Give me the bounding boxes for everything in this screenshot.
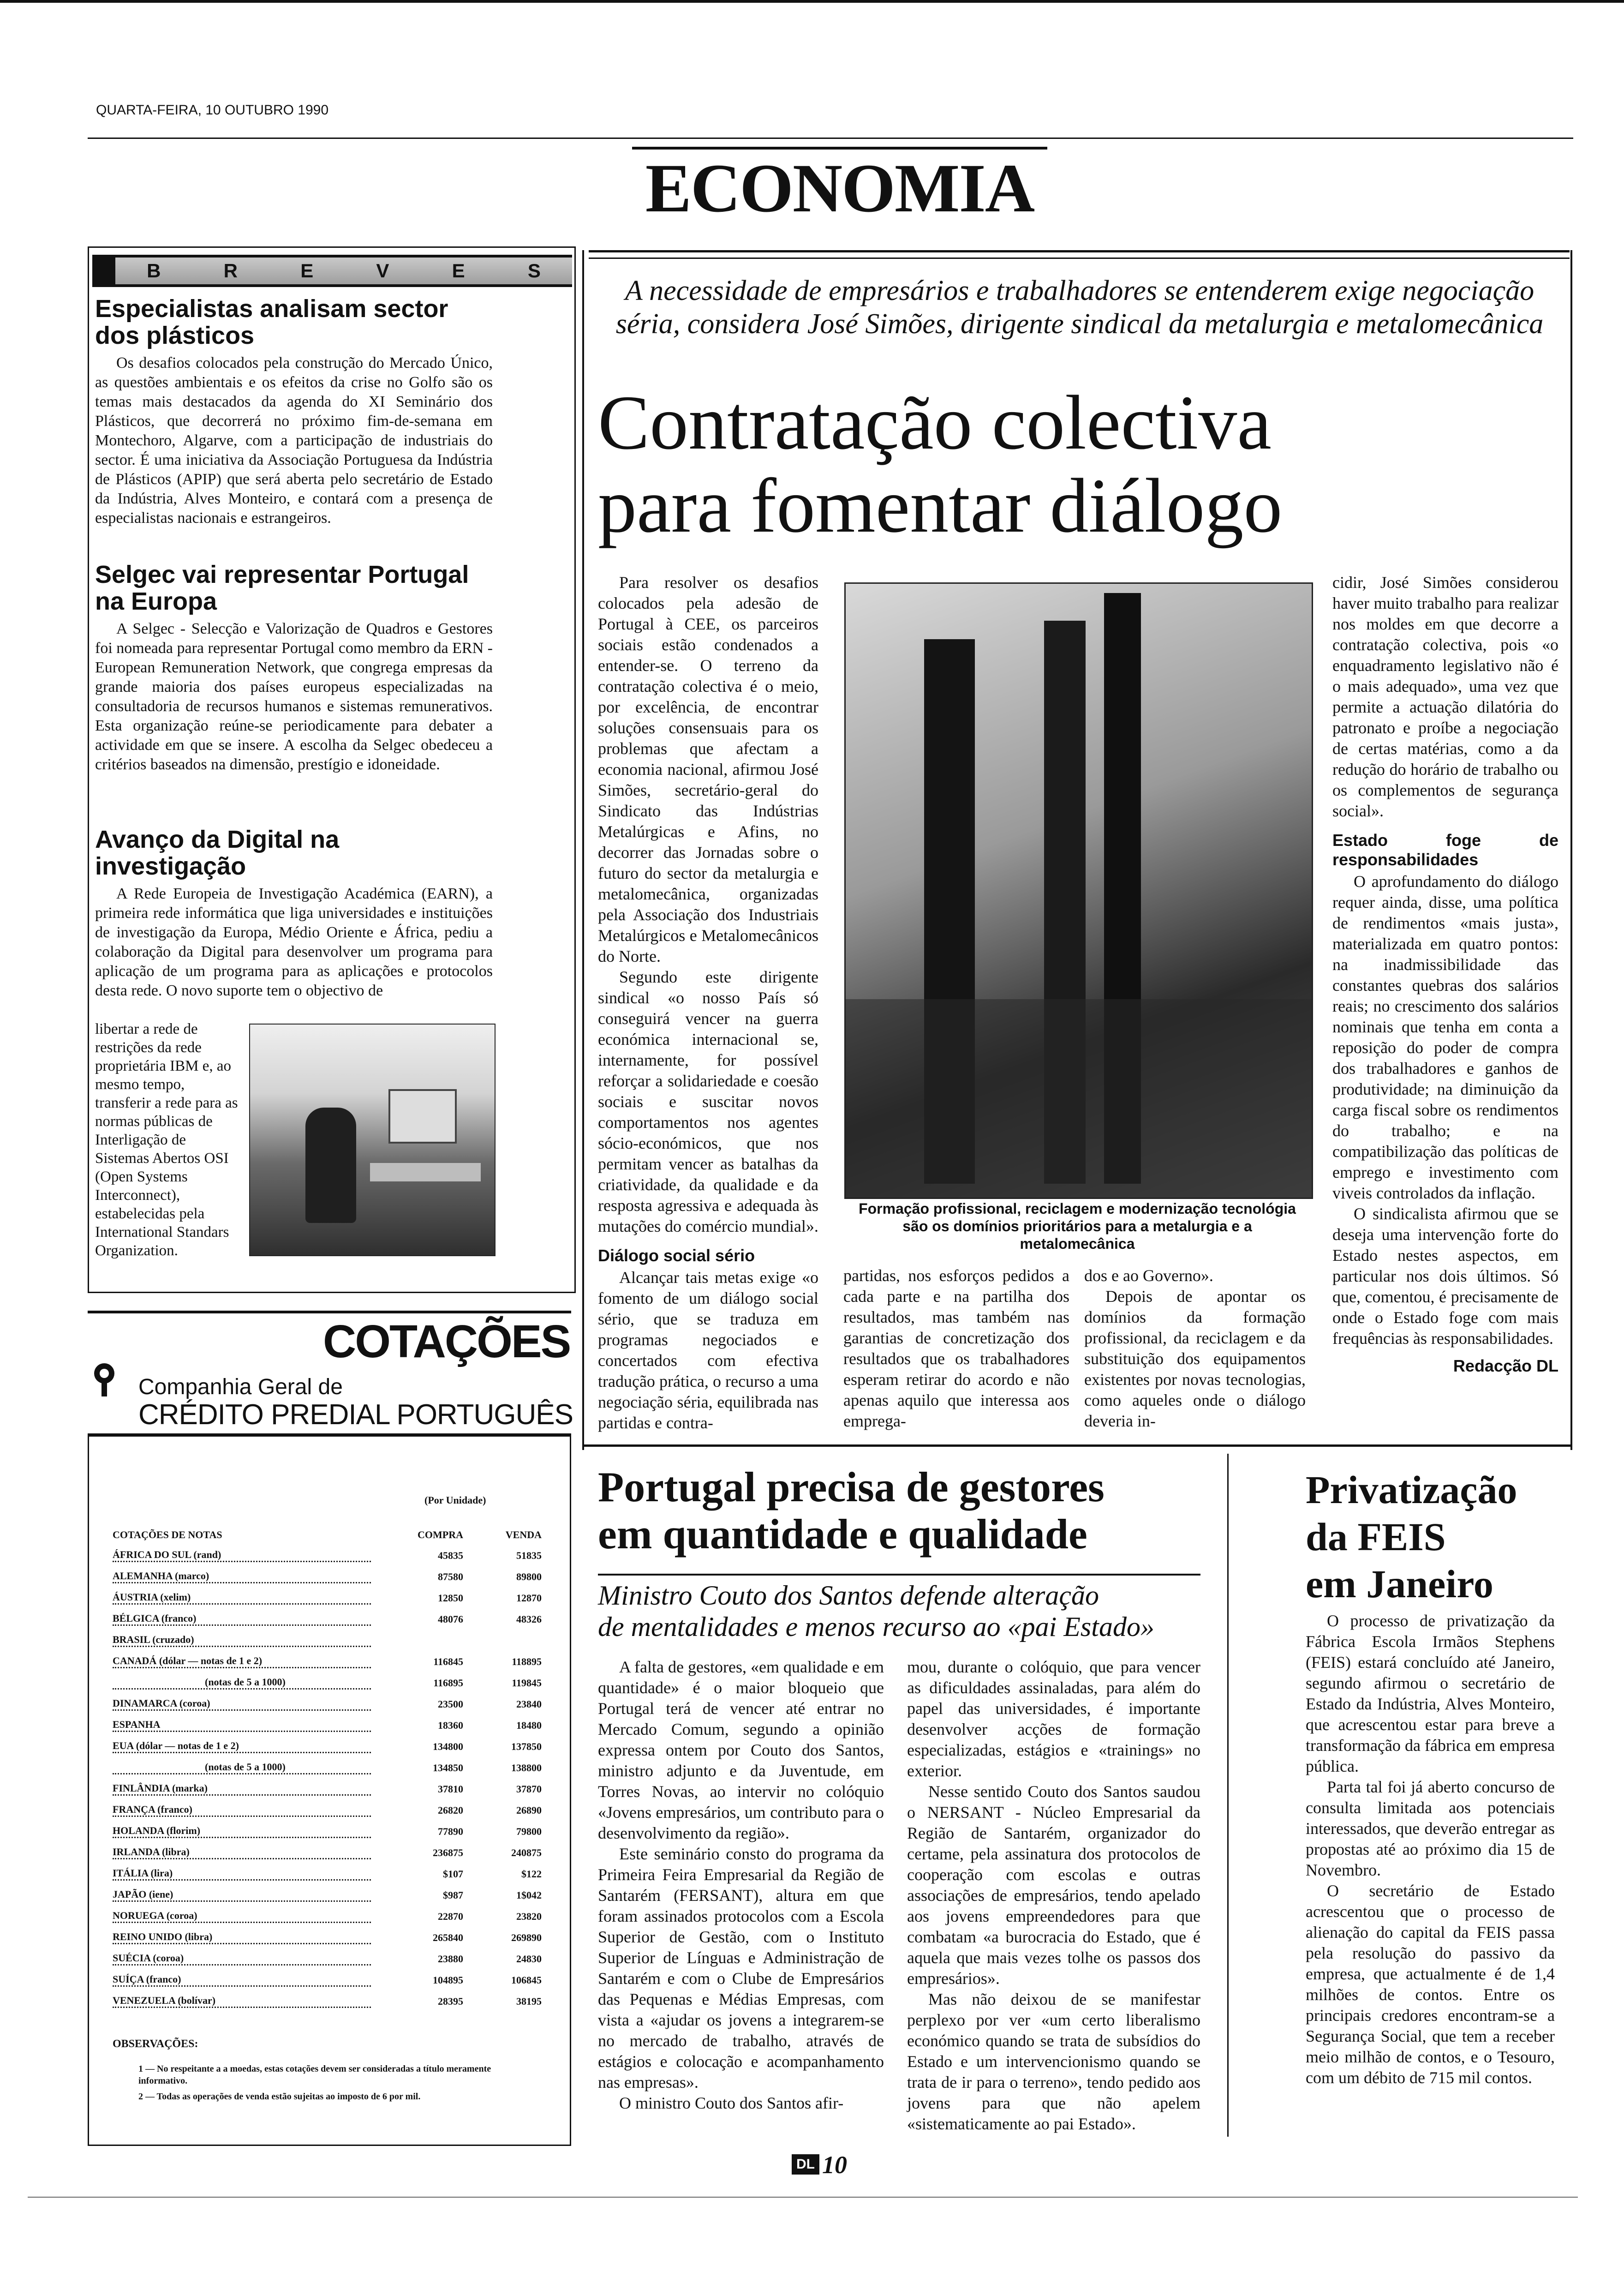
venda-value: 48326: [516, 1613, 542, 1625]
table-row: [113, 1668, 542, 1689]
breves-banner: [92, 255, 572, 287]
currency-name: HOLANDA (florim): [113, 1825, 201, 1836]
table-row: [113, 1901, 542, 1923]
main-col1-p1: Para resolver os desafios colocados pela adesão de Portugal à CEE, os parceiros sociais estão condenados a entender-se. O terreno da contratação colectiva é o meio, por excelência, de encontrar soluções consensuais para os problemas que afectam a economia nacional, afirmou José Simões, secretário-geral do Sindicato das Indústrias Metalúrgicas e Afins, no decorrer das Jornadas sobre o futuro do sector da metalurgia e metalomecânica, organizadas pela Associação dos Industriais Metalúrgicos e Metalomecânicos do Norte.: [598, 573, 818, 965]
cotacoes-table: [113, 1521, 542, 2008]
compra-value: 23880: [438, 1953, 463, 1965]
table-row: [113, 1583, 542, 1604]
feis-headline-2: da FEIS: [1306, 1515, 1446, 1559]
currency-name: SUÍÇA (franco): [113, 1973, 181, 1985]
gestores-col2-p2: Nesse sentido Couto dos Santos saudou o NERSANT - Núcleo Empresarial da Região de Santarém, organizador do certame, pela assinatura dos protocolos de cooperação com escolas e outras associações de empresários, tendo apelado aos jovens empreendedores para que combatam «a burocracia do Estado, que é aquela que mais vezes tolhe os passos dos empresários».: [907, 1782, 1200, 1988]
cotacoes-obs-1: 1 — No respeitante a a moedas, estas cotações devem ser consideradas a título meramente informativo.: [138, 2064, 491, 2086]
venda-value: 269890: [511, 1931, 542, 1943]
compra-value: 134800: [433, 1740, 463, 1752]
section-title: ECONOMIA: [645, 150, 1034, 227]
compra-value: 236875: [433, 1846, 463, 1858]
venda-value: $122: [521, 1868, 542, 1880]
currency-name: ITÁLIA (lira): [113, 1867, 173, 1879]
currency-name: FRANÇA (franco): [113, 1804, 192, 1815]
breve-3-text-top: A Rede Europeia de Investigação Académica (EARN), a primeira rede informática que liga universidades e instituições de investigação da Europa, Médio Oriente e África, pediu a colaboração da Digital para desenvolver um programa para aplicação de um programa para as aplicações e protocolos desta rede. O novo suporte tem o objectivo de: [95, 885, 493, 999]
breve-3: [95, 826, 493, 1001]
venda-value: 79800: [516, 1825, 542, 1837]
feis-p3: O secretário de Estado acrescentou que o processo de alienação do capital da FEIS passa pela resolução do passivo da empresa, que actualmente é de 1,4 milhões de contos. Entre os principais credores encontram-se a Segurança Social, que tem a receber meio milhão de contos, e o Tesouro, com um débito de 715 mil contos.: [1306, 1882, 1555, 2087]
breves-letter: B: [147, 260, 161, 282]
currency-name: DINAMARCA (coroa): [113, 1697, 210, 1709]
table-row: [113, 1753, 542, 1774]
venda-value: 51835: [516, 1549, 542, 1561]
venda-value: 26890: [516, 1804, 542, 1816]
table-row: [113, 1838, 542, 1859]
main-article-col-4: [1332, 572, 1558, 1376]
venda-value: 89800: [516, 1570, 542, 1582]
computer-operator-photo: [249, 1024, 496, 1256]
currency-name: ÁUSTRIA (xelim): [113, 1591, 191, 1603]
main-col3-p1: dos e ao Governo».: [1084, 1266, 1213, 1285]
venda-value: [482, 1625, 542, 1647]
cotacoes-unit-note: (Por Unidade): [424, 1494, 486, 1506]
col-header-venda: VENDA: [505, 1529, 542, 1540]
venda-value: 119845: [512, 1677, 542, 1689]
table-row: [113, 1880, 542, 1901]
compra-value: 77890: [438, 1825, 463, 1837]
compra-value: 265840: [433, 1931, 463, 1943]
currency-name: ESPANHA: [113, 1719, 161, 1730]
table-row: [113, 1816, 542, 1838]
main-col1-p3: Alcançar tais metas exige «o fomento de um diálogo social sério, que se traduza em programas negociados e concertados com efectiva tradução prática, o recurso a uma negociação séria, equilibrada nas partidas e contra-: [598, 1268, 818, 1432]
bottom-rule: [28, 2197, 1578, 2198]
gestores-col2-p1: mou, durante o colóquio, que para vencer as dificuldades assinaladas, para além do papel das universidades, é importante desenvolver acções de formação especializadas, estágios e «trainings» no exterior.: [907, 1658, 1200, 1780]
currency-name: ALEMANHA (marco): [113, 1570, 209, 1582]
currency-name: IRLANDA (libra): [113, 1846, 190, 1858]
main-col3-p2: Depois de apontar os domínios da formação profissional, da reciclagem e da substituição dos equipamentos existentes por novas tecnologias, como aqueles onde o diálogo deveria in-: [1084, 1287, 1306, 1430]
dl-logo: DL: [792, 2154, 819, 2175]
cotacoes-obs-2: 2 — Todas as operações de venda estão sujeitas ao imposto de 6 por mil.: [138, 2091, 421, 2102]
currency-name: (notas de 5 a 1000): [205, 1676, 286, 1688]
currency-name: FINLÂNDIA (marka): [113, 1782, 208, 1794]
breve-1-text: Os desafios colocados pela construção do Mercado Único, as questões ambientais e os efeitos da crise no Golfo são os temas mais destacados da agenda do XI Seminário dos Plásticos, que decorrerá no próximo fim-de-semana em Montechoro, Algarve, com a participação de industriais do sector. É uma iniciativa da Associação Portuguesa da Indústria de Plásticos (APIP) que será aberta pelo secretário de Estado da Indústria, Alves Monteiro, e contará com a presença de especialistas nacionais e estrangeiros.: [95, 354, 493, 527]
feis-headline-3: em Janeiro: [1306, 1562, 1493, 1606]
breve-2: [95, 561, 493, 774]
breve-1: [95, 295, 493, 528]
page-number: 10: [822, 2151, 847, 2179]
main-article-col-1: [598, 572, 818, 1433]
venda-value: 12870: [516, 1592, 542, 1604]
table-row: [113, 1604, 542, 1625]
desk-shape: [370, 1163, 481, 1181]
breves-letter: S: [527, 260, 541, 282]
table-row: [113, 1710, 542, 1732]
venda-value: 240875: [511, 1846, 542, 1858]
breves-letter: E: [452, 260, 465, 282]
compra-value: 116845: [433, 1655, 463, 1667]
compra-value: $107: [443, 1868, 463, 1880]
main-article-headline-2: para fomentar diálogo: [598, 463, 1283, 549]
main-col4-p1: cidir, José Simões considerou haver muito trabalho para realizar nos moldes em que decorre a contratação colectiva, pois «o enquadramento legislativo não é o mais adequado», uma vez que permite a actuação dilatória do patronato e proíbe a negociação de certas matérias, como a da redução do horário de trabalho ou os complementos de segurança social».: [1332, 573, 1558, 820]
table-row: [113, 1923, 542, 1944]
page-date: QUARTA-FEIRA, 10 OUTUBRO 1990: [96, 102, 329, 118]
feis-left-rule: [1227, 1454, 1229, 2137]
table-row: [113, 1774, 542, 1795]
currency-name: REINO UNIDO (libra): [113, 1931, 213, 1942]
breves-letter: E: [300, 260, 314, 282]
top-border-rule: [0, 0, 1624, 3]
cotacoes-obs-title: OBSERVAÇÕES:: [113, 2038, 198, 2050]
venda-value: 23820: [516, 1910, 542, 1922]
gestores-kicker-1: Ministro Couto dos Santos defende alteração: [598, 1580, 1099, 1611]
gestores-rule: [598, 1574, 1200, 1576]
breves-letter: V: [376, 260, 389, 282]
main-article-headline-1: Contratação colectiva: [598, 380, 1272, 466]
feis-body: [1306, 1611, 1555, 2088]
feis-headline-1: Privatização: [1306, 1468, 1517, 1512]
venda-value: 24830: [516, 1953, 542, 1965]
main-col1-p2: Segundo este dirigente sindical «o nosso País só conseguirá vencer na guerra económica internacional se, internamente, for possível reforçar a solidariedade e coesão sociais e suscitar novos comportamentos nos agentes sócio-económicos, que nos permitam vencer as batalhas da criatividade, da qualidade e da resposta agressiva e adequada às mutações do comércio mundial».: [598, 968, 818, 1235]
breves-letter: R: [223, 260, 238, 282]
sponsor-line-1: Companhia Geral de: [138, 1375, 343, 1399]
currency-name: EUA (dólar — notas de 1 e 2): [113, 1740, 239, 1751]
cotacoes-top-rule: [88, 1311, 571, 1313]
gestores-headline-1: Portugal precisa de gestores: [598, 1463, 1105, 1510]
compra-value: 23500: [438, 1698, 463, 1710]
compra-value: 48076: [438, 1613, 463, 1625]
venda-value: 118895: [512, 1655, 542, 1667]
table-row: [113, 1795, 542, 1816]
compra-value: 104895: [433, 1974, 463, 1986]
main-subhead-dialogo: Diálogo social sério: [598, 1246, 755, 1265]
table-row: [113, 1965, 542, 1986]
breve-3-side: [95, 1020, 243, 1260]
table-row: [113, 1562, 542, 1583]
col-header-compra: COMPRA: [418, 1529, 463, 1540]
currency-name: VENEZUELA (bolívar): [113, 1995, 216, 2006]
col-header-notas: COTAÇÕES DE NOTAS: [113, 1529, 222, 1540]
refinery-photo: [844, 582, 1313, 1199]
compra-value: 37810: [438, 1783, 463, 1795]
table-row: [113, 1944, 542, 1965]
main-article-right-rule: [1570, 250, 1572, 1450]
main-col2-p1: partidas, nos esforços pedidos a cada parte e na partilha dos resultados, mas também nas garantias de concretização dos resultados que os trabalhadores esperam retirar do acordo e não apenas aquilo que interessa aos emprega-: [843, 1266, 1069, 1430]
venda-value: 106845: [511, 1974, 542, 1986]
table-row: [113, 1625, 542, 1647]
monitor-shape: [388, 1089, 457, 1144]
compra-value: 87580: [438, 1570, 463, 1582]
venda-value: 18480: [516, 1719, 542, 1731]
section-top-rule: [632, 147, 1047, 150]
breve-3-title: Avanço da Digital na investigação: [95, 826, 340, 880]
currency-name: BRASIL (cruzado): [113, 1634, 194, 1645]
cotacoes-header-row: [113, 1521, 542, 1541]
gestores-col1-p2: Este seminário consto do programa da Primeira Feira Empresarial da Região de Santarém (FERSANT), altura em que foram assinados protocolos com a Escola Superior de Gestão, com o Instituto Superior de Línguas e Administração de Santarém e com o Clube de Empresários das Pequenas e Médias Empresas, com vista a «ajudar os jovens a integrarem-se no mercado de trabalho, através de estágios e colocação e acompanhamento nas empresas».: [598, 1845, 884, 2091]
main-article-col-2: [843, 1265, 1069, 1432]
main-byline: Redacção DL: [1453, 1356, 1558, 1375]
breve-2-title: Selgec vai representar Portugal na Europa: [95, 561, 469, 615]
venda-value: 137850: [511, 1740, 542, 1752]
main-article-left-rule: [582, 250, 584, 1450]
gestores-col2-p3: Mas não deixou de se manifestar perplexo por ver «um certo liberalismo económico quando se trata de subsídios do Estado e um intervencionismo quando se trata de ir para o terreno», tendo pedido aos jovens para que não apelem «sistematicamente ao pai Estado».: [907, 1990, 1200, 2133]
feis-p2: Parta tal foi já aberto concurso de consulta limitada aos potenciais interessados, que deverão entregar as propostas até ao próximo dia 15 de Novembro.: [1306, 1778, 1555, 1879]
sponsor-line-2: CRÉDITO PREDIAL PORTUGUÊS: [138, 1399, 573, 1431]
main-article-col-3: [1084, 1265, 1306, 1432]
table-row: [113, 1732, 542, 1753]
compra-value: 26820: [438, 1804, 463, 1816]
feis-p1: O processo de privatização da Fábrica Escola Irmãos Stephens (FEIS) estará concluído até Janeiro, segundo afirmou o secretário de Estado da Indústria, Alves Monteiro, que acrescentou estar para breve a transformação da fábrica em empresa pública.: [1306, 1612, 1555, 1775]
compra-value: 45835: [438, 1549, 463, 1561]
venda-value: 37870: [516, 1783, 542, 1795]
cotacoes-title: COTAÇÕES: [323, 1316, 570, 1367]
main-article-top-rule: [589, 250, 1570, 252]
table-row: [113, 1647, 542, 1668]
compra-value: 12850: [438, 1592, 463, 1604]
table-row: [113, 1541, 542, 1562]
credito-predial-logo-icon: [90, 1361, 118, 1398]
currency-name: JAPÃO (iene): [113, 1888, 173, 1900]
header-rule: [88, 138, 1573, 139]
breve-3-text-side: libertar a rede de restrições da rede proprietária IBM e, ao mesmo tempo, transferir a rede para as normas públicas de Interligação de Sistemas Abertos OSI (Open Systems Interconnect), estabelecidas pela International Standars Organization.: [95, 1021, 238, 1259]
gestores-kicker-2: de mentalidades e menos recurso ao «pai Estado»: [598, 1612, 1154, 1642]
compra-value: 22870: [438, 1910, 463, 1922]
gestores-col-2: [907, 1657, 1200, 2134]
currency-name: ÁFRICA DO SUL (rand): [113, 1549, 221, 1560]
venda-value: 23840: [516, 1698, 542, 1710]
gestores-headline-2: em quantidade e qualidade: [598, 1510, 1087, 1558]
breve-1-title: Especialistas analisam sector dos plásticos: [95, 295, 448, 349]
venda-value: 1$042: [516, 1889, 542, 1901]
main-col4-p2: O aprofundamento do diálogo requer ainda, disse, uma política de rendimentos «mais justa», materializada em quatro pontos: na inadmissibilidade das constantes quebras dos salários reais; no crescimento dos salários nominais que tenha em conta a reposição do poder de compra dos trabalhadores e ganhos de produtividade; na diminuição da carga fiscal sobre os rendimentos do trabalho; e na compatibilização das políticas de emprego e investimento com viveis controlados da inflação.: [1332, 872, 1558, 1202]
currency-name: CANADÁ (dólar — notas de 1 e 2): [113, 1655, 263, 1666]
venda-value: 38195: [516, 1995, 542, 2007]
compra-value: $987: [443, 1889, 463, 1901]
venda-value: 138800: [511, 1762, 542, 1774]
main-article-kicker: A necessidade de empresários e trabalhadores se entenderem exige negociação séria, considera José Simões, dirigente sindical da metalurgia e metalomecânica: [615, 275, 1544, 340]
currency-name: SUÉCIA (coroa): [113, 1952, 184, 1964]
compra-value: 28395: [438, 1995, 463, 2007]
compra-value: [371, 1625, 482, 1647]
main-article-top-rule-2: [589, 258, 1570, 259]
plant-base: [846, 999, 1312, 1198]
table-row: [113, 1986, 542, 2007]
currency-name: BÉLGICA (franco): [113, 1612, 197, 1624]
compra-value: 18360: [438, 1719, 463, 1731]
compra-value: 116895: [433, 1677, 463, 1689]
person-shape: [305, 1108, 356, 1223]
currency-name: (notas de 5 a 1000): [205, 1761, 286, 1773]
compra-value: 134850: [433, 1762, 463, 1774]
table-row: [113, 1859, 542, 1880]
main-col4-p3: O sindicalista afirmou que se deseja uma intervenção forte do Estado nestes aspectos, em particular nos dois últimos. Só que, comentou, é precisamente de onde o Estado foge com mais frequências às responsabilidades.: [1332, 1204, 1558, 1348]
breve-2-text: A Selgec - Selecção e Valorização de Quadros e Gestores foi nomeada para representar Portugal como membro da ERN - European Remuneration Network, que congrega empresas da grande maioria dos países europeus especializadas na consultadoria de recursos humanos e sistemas remunerativos. Esta organização reúne-se periodicamente para debater a actividade em que se insere. A escolha da Selgec obedeceu a critérios baseados na dimensão, prestígio e idoneidade.: [95, 620, 493, 773]
main-subhead-estado: Estado foge de responsabilidades: [1332, 831, 1558, 869]
breves-banner-block: [92, 258, 115, 284]
table-row: [113, 1689, 542, 1710]
gestores-col-1: [598, 1657, 884, 2114]
main-article-bottom-rule: [582, 1444, 1572, 1447]
photo-caption: Formação profissional, reciclagem e modernização tecnológia são os domínios prioritários para a metalurgia e a metalomecânica: [859, 1200, 1296, 1252]
gestores-col1-p1: A falta de gestores, «em qualidade e em quantidade» é o maior bloqueio que Portugal terá de vencer até entrar no Mercado Comum, segundo a opinião expressa ontem por Couto dos Santos, ministro adjunto e da Juventude, em Torres Novas, ao intervir no colóquio «Jovens empresários, um contributo para o desenvolvimento da região».: [598, 1658, 884, 1842]
currency-name: NORUEGA (coroa): [113, 1910, 197, 1921]
gestores-col1-p3: O ministro Couto dos Santos afir-: [619, 2094, 844, 2112]
